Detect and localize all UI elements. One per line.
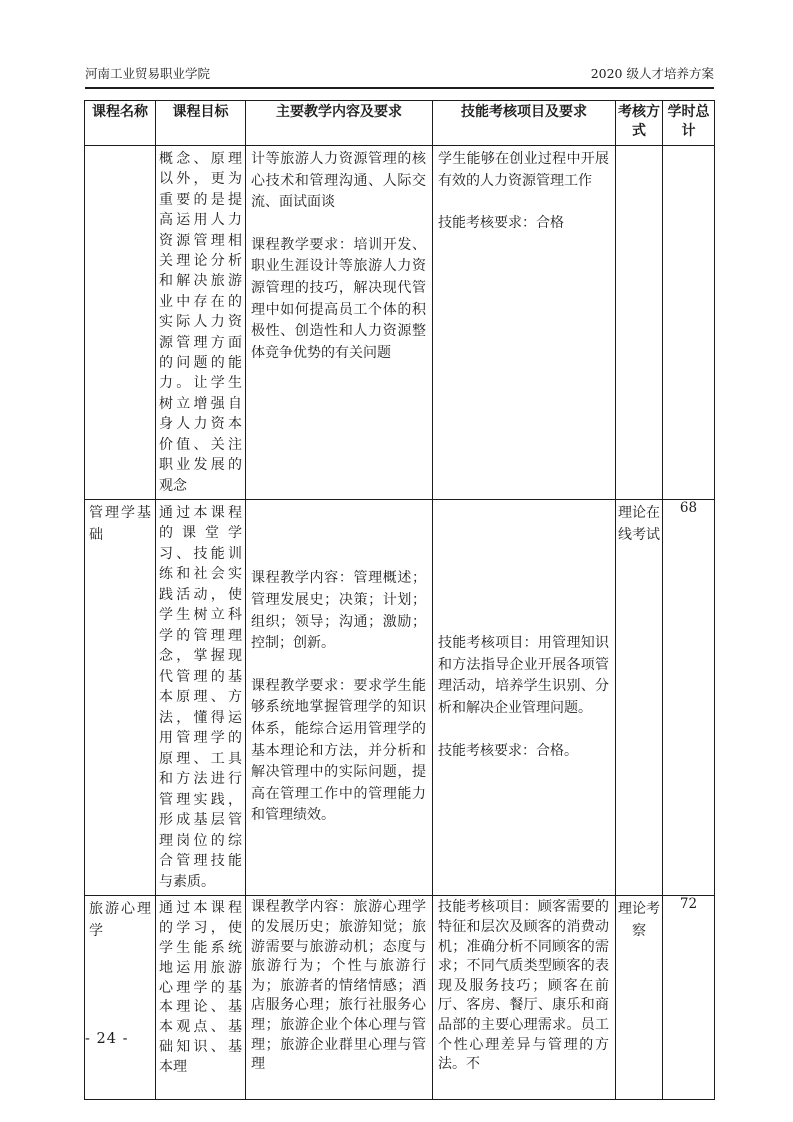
cell-course-name — [85, 146, 156, 500]
table-row-management-basics — [85, 499, 715, 896]
skill-requirement-paragraph: 技能考核要求：合格 — [438, 215, 564, 232]
cell-total-hours — [663, 146, 715, 500]
course-table — [84, 100, 715, 1100]
teaching-content-paragraph: 计等旅游人力资源管理的核心技术和管理沟通、人际交流、面试面谈 — [251, 151, 426, 211]
header-school-name: 河南工业贸易职业学院 — [85, 66, 211, 81]
header-program-title: 2020 级人才培养方案 — [590, 66, 714, 81]
cell-assessment-method: 理论在线考试 — [616, 499, 663, 896]
cell-assessment-method: 理论考察 — [616, 896, 663, 1099]
cell-course-objective: 通过本课程的课堂学习、技能训练和社会实践活动，使学生树立科学的管理理念，掌握现代管理的基本原理、方法，懂得运用管理学的原理、工具和方法进行管理实践，形成基层管理岗位的综合管理技能与素质。 — [156, 499, 246, 896]
table-row-tourism-psychology — [85, 896, 715, 1099]
cell-total-hours: 72 — [663, 896, 715, 1099]
col-header-total-hours: 学时总计 — [663, 101, 715, 146]
cell-teaching-content — [246, 896, 433, 1099]
cell-course-name: 管理学基础 — [85, 499, 156, 896]
cell-skill-assessment — [433, 896, 616, 1099]
header-rule — [85, 87, 714, 89]
cell-course-objective: 概念、原理以外，更为重要的是提高运用人力资源管理相关理论分析和解决旅游业中存在的实际人力资源管理方面的问题的能力。让学生树立增强自身人力资本价值、关注职业发展的观念 — [156, 146, 246, 500]
col-header-course-objective: 课程目标 — [156, 101, 246, 146]
cell-total-hours: 68 — [663, 499, 715, 896]
col-header-course-name: 课程名称 — [85, 101, 156, 146]
col-header-skill-assessment: 技能考核项目及要求 — [433, 101, 616, 146]
page-header — [85, 64, 714, 82]
cell-teaching-content — [246, 499, 433, 896]
page-number: - 24 - — [85, 1031, 129, 1047]
page-footer — [85, 1031, 128, 1047]
col-header-teaching-content: 主要教学内容及要求 — [246, 101, 433, 146]
cell-assessment-method — [616, 146, 663, 500]
skill-assessment-paragraph: 技能考核项目：用管理知识和方法指导企业开展各项管理活动，培养学生识别、分析和解决企业管理问题。 — [438, 635, 609, 716]
teaching-content-paragraph: 课程教学内容：管理概述；管理发展史；决策；计划；组织；领导；沟通；激励；控制；创新。 — [251, 570, 426, 652]
table-header-row — [85, 101, 715, 146]
teaching-requirement-paragraph: 课程教学要求：要求学生能够系统地掌握管理学的知识体系，能综合运用管理学的基本理论和方法，并分析和解决管理中的实际问题，提高在管理工作中的管理能力和管理绩效。 — [251, 677, 426, 824]
col-header-assessment-method: 考核方式 — [616, 101, 663, 146]
cell-skill-assessment — [433, 499, 616, 896]
cell-course-name: 旅游心理学 — [85, 896, 156, 1099]
skill-assessment-paragraph: 技能考核项目：顾客需要的特征和层次及顾客的消费动机；准确分析不同顾客的需求；不同气质类型顾客的表现及服务技巧；顾客在前厅、客房、餐厅、康乐和商品部的主要心理需求。员工个性心理差异与管理的方法。不 — [438, 899, 609, 1073]
teaching-requirement-paragraph: 课程教学要求：培训开发、职业生涯设计等旅游人力资源管理的技巧，解决现代管理中如何提高员工个体的积极性、创造性和人力资源整体竞争优势的有关问题 — [251, 236, 426, 361]
table-row-continuation — [85, 146, 715, 500]
teaching-content-paragraph: 课程教学内容：旅游心理学的发展历史；旅游知觉；旅游需要与旅游动机；态度与旅游行为；个性与旅游行为；旅游者的情绪情感；酒店服务心理；旅行社服务心理；旅游企业个体心理与管理；旅游企业群里心理与管理 — [251, 899, 426, 1073]
cell-teaching-content — [246, 146, 433, 500]
skill-assessment-paragraph: 学生能够在创业过程中开展有效的人力资源管理工作 — [438, 151, 609, 189]
cell-course-objective: 通过本课程的学习，使学生能系统地运用旅游心理学的基本理论、基本观点、基础知识、基本理 — [156, 896, 246, 1099]
skill-requirement-paragraph: 技能考核要求：合格。 — [438, 742, 578, 759]
cell-skill-assessment — [433, 146, 616, 500]
